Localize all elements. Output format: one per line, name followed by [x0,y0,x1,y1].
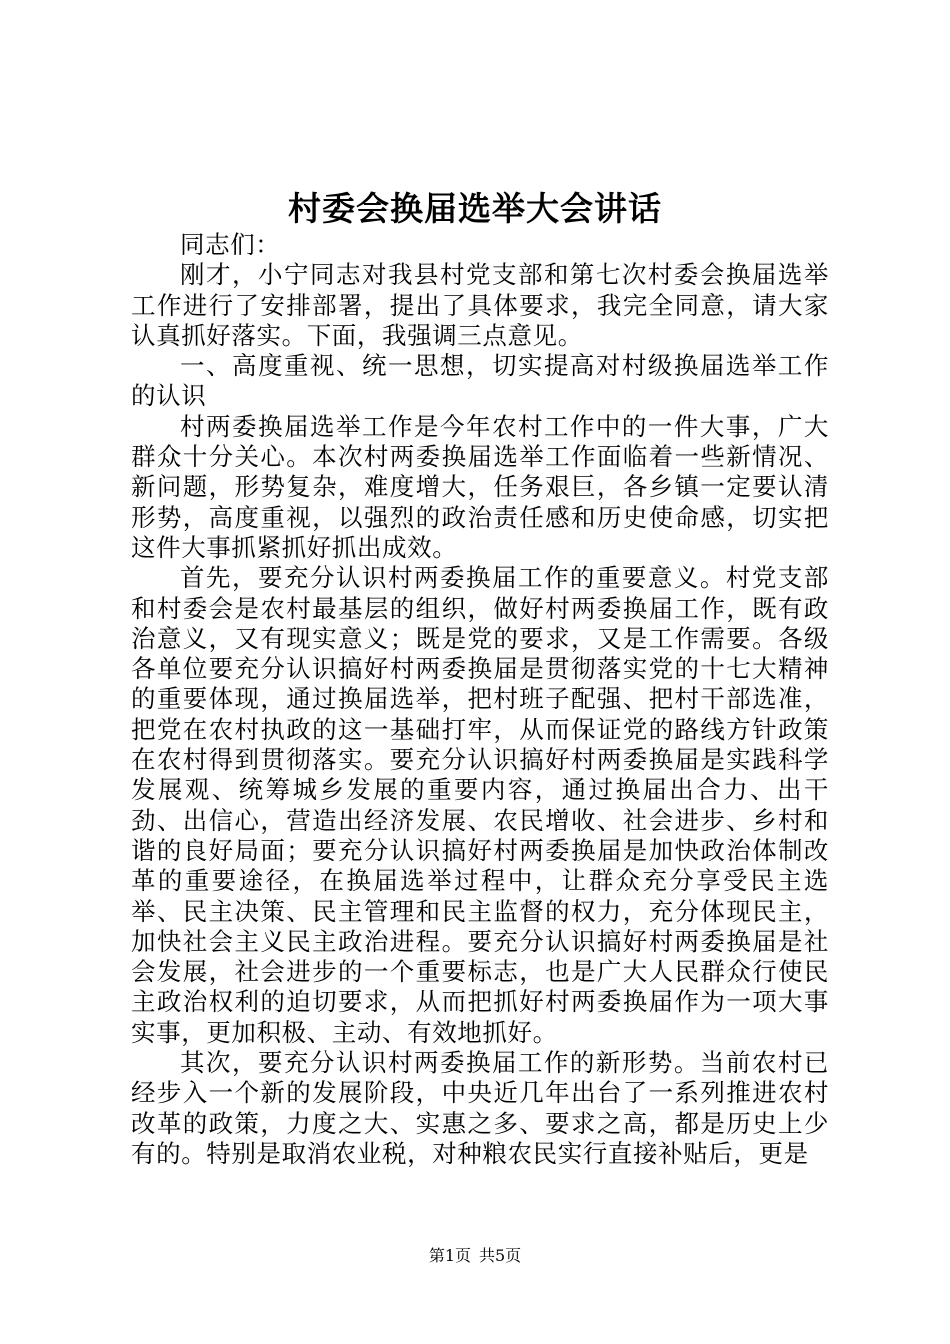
intro-paragraph: 刚才，小宁同志对我县村党支部和第七次村委会换届选举工作进行了安排部署，提出了具体要求，我完全同意，请大家认真抓好落实。下面，我强调三点意见。 [131,260,829,350]
section-heading-1: 一、高度重视、统一思想，切实提高对村级换届选举工作的认识 [131,351,829,411]
salutation-paragraph: 同志们： [180,230,281,259]
page-total: 共5页 [479,1246,522,1265]
page-number: 第1页 [428,1246,471,1265]
body-paragraph: 首先，要充分认识村两委换届工作的重要意义。村党支部和村委会是农村最基层的组织，做好村两委换届工作，既有政治意义，又有现实意义；既是党的要求，又是工作需要。各级各单位要充分认识搞好村两委换届是贯彻落实党的十七大精神的重要体现，通过换届选举，把村班子配强、把村干部选准，把党在农村执政的这一基础打牢，从而保证党的路线方针政策在农村得到贯彻落实。要充分认识搞好村两委换届是实践科学发展观、统筹城乡发展的重要内容，通过换届出合力、出干劲、出信心，营造出经济发展、农民增收、社会进步、乡村和谐的良好局面；要充分认识搞好村两委换届是加快政治体制改革的重要途径，在换届选举过程中，让群众充分享受民主选举、民主决策、民主管理和民主监督的权力，充分体现民主，加快社会主义民主政治进程。要充分认识搞好村两委换届是社会发展，社会进步的一个重要标志，也是广大人民群众行使民主政治权利的迫切要求，从而把抓好村两委换届作为一项大事实事，更加积极、主动、有效地抓好。 [131,563,829,1047]
body-paragraph: 村两委换届选举工作是今年农村工作中的一件大事，广大群众十分关心。本次村两委换届选举工作面临着一些新情况、新问题，形势复杂，难度增大，任务艰巨，各乡镇一定要认清形势，高度重视，以强烈的政治责任感和历史使命感，切实把这件大事抓紧抓好抓出成效。 [131,411,829,562]
page-footer [0,1246,950,1266]
body-paragraph: 其次，要充分认识村两委换届工作的新形势。当前农村已经步入一个新的发展阶段，中央近几年出台了一系列推进农村改革的政策，力度之大、实惠之多、要求之高，都是历史上少有的。特别是取消农业税，对种粮农民实行直接补贴后，更是 [131,1048,829,1168]
document-body [131,230,829,1169]
document-title: 村委会换届选举大会讲话 [288,189,662,228]
